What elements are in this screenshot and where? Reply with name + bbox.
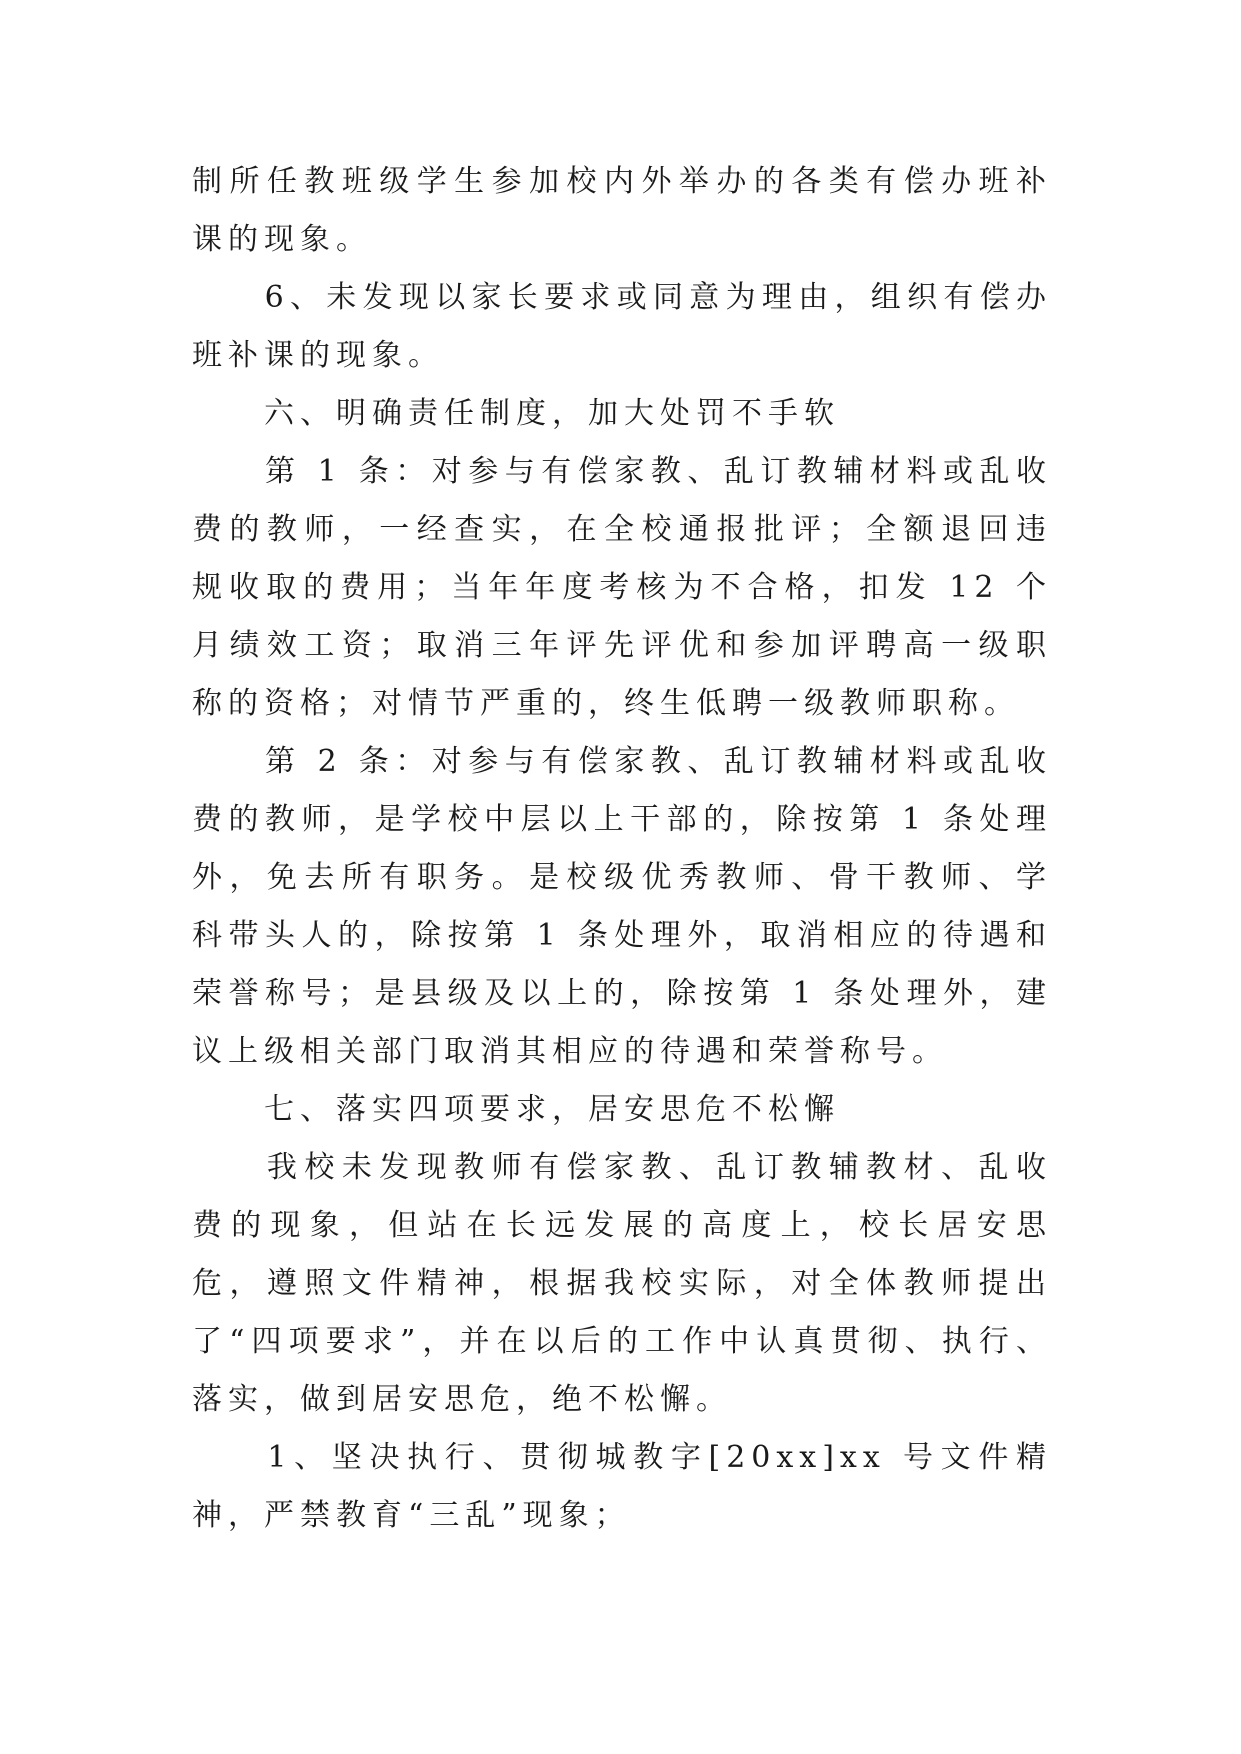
paragraph-article-2: 第 2 条：对参与有偿家教、乱订教辅材料或乱收费的教师，是学校中层以上干部的，除按第 1 条处理外，免去所有职务。是校级优秀教师、骨干教师、学科带头人的，除按第 1 条处理外，取消相应的待遇和荣誉称号；是县级及以上的，除按第 1 条处理外，建议上级相关部门取消其相应的待遇和荣誉称号。 xyxy=(192,744,1052,1069)
section-heading-7: 七、落实四项要求，居安思危不松懈 xyxy=(192,1092,840,1127)
document-page xyxy=(192,153,1052,1545)
paragraph-requirement-1: 1、坚决执行、贯彻城教字[20xx]xx 号文件精神，严禁教育“三乱”现象； xyxy=(192,1440,1052,1533)
paragraph-article-1: 第 1 条：对参与有偿家教、乱订教辅材料或乱收费的教师，一经查实，在全校通报批评；全额退回违规收取的费用；当年年度考核为不合格，扣发 12 个月绩效工资；取消三年评先评优和参加评聘高一级职称的资格；对情节严重的，终生低聘一级教师职称。 xyxy=(192,454,1052,721)
paragraph-four-requirements: 我校未发现教师有偿家教、乱订教辅教材、乱收费的现象，但站在长远发展的高度上，校长居安思危，遵照文件精神，根据我校实际，对全体教师提出了“四项要求”，并在以后的工作中认真贯彻、执行、落实，做到居安思危，绝不松懈。 xyxy=(192,1150,1052,1417)
paragraph-item-6: 6、未发现以家长要求或同意为理由，组织有偿办班补课的现象。 xyxy=(192,280,1052,373)
section-heading-6: 六、明确责任制度，加大处罚不手软 xyxy=(192,396,840,431)
paragraph-continuation: 制所任教班级学生参加校内外举办的各类有偿办班补课的现象。 xyxy=(192,164,1052,257)
